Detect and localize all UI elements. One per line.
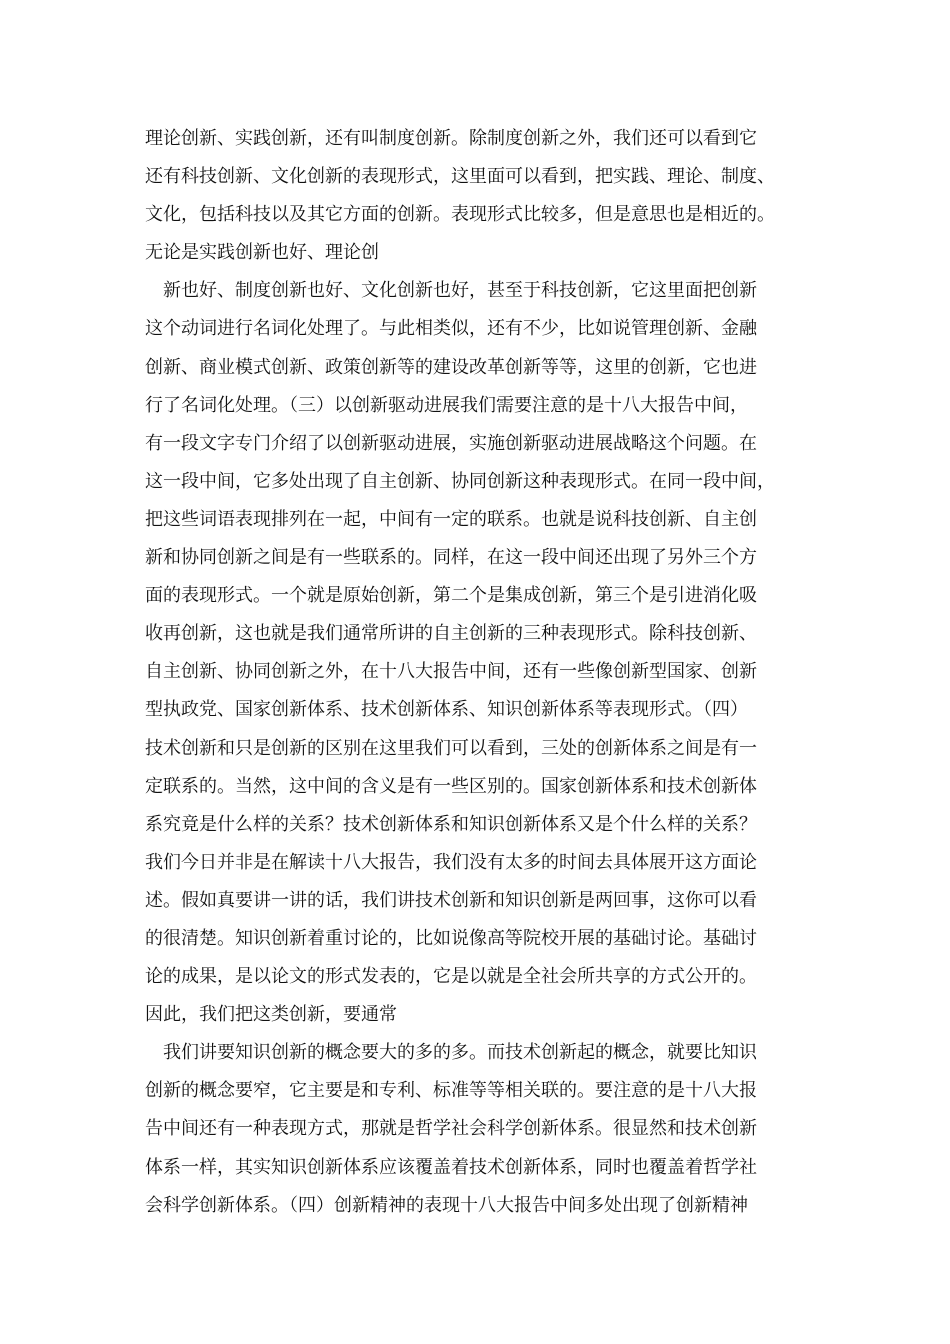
text-line: 理论创新、实践创新，还有叫制度创新。除制度创新之外，我们还可以看到它 — [145, 128, 757, 149]
text-line: 把这些词语表现排列在一起，中间有一定的联系。也就是说科技创新、自主创 — [145, 508, 757, 530]
text-line: 这一段中间，它多处出现了自主创新、协同创新这种表现形式。在同一段中间， — [145, 470, 775, 492]
text-line: 文化，包括科技以及其它方面的创新。表现形式比较多，但是意思也是相近的。 — [145, 204, 775, 226]
text-line: 创新、商业模式创新、政策创新等的建设改革创新等等，这里的创新，它也进 — [145, 356, 757, 378]
text-line: 型执政党、国家创新体系、技术创新体系、知识创新体系等表现形式。（四） — [145, 699, 748, 721]
text-line: 我们今日并非是在解读十八大报告，我们没有太多的时间去具体展开这方面论 — [145, 851, 757, 873]
text-line: 定联系的。当然，这中间的含义是有一些区别的。国家创新体系和技术创新体 — [145, 775, 757, 797]
text-line: 面的表现形式。一个就是原始创新，第二个是集成创新，第三个是引进消化吸 — [145, 585, 757, 607]
text-line: 会科学创新体系。（四）创新精神的表现十八大报告中间多处出现了创新精神 — [145, 1194, 748, 1216]
text-line: 技术创新和只是创新的区别在这里我们可以看到，三处的创新体系之间是有一 — [145, 737, 757, 759]
text-line: 述。假如真要讲一讲的话，我们讲技术创新和知识创新是两回事，这你可以看 — [145, 889, 757, 911]
text-line: 体系一样，其实知识创新体系应该覆盖着技术创新体系，同时也覆盖着哲学社 — [145, 1156, 757, 1178]
text-line: 创新的概念要窄，它主要是和专利、标准等等相关联的。要注意的是十八大报 — [145, 1080, 757, 1102]
body-text — [145, 120, 810, 1225]
text-line: 论的成果，是以论文的形式发表的，它是以就是全社会所共享的方式公开的。 — [145, 966, 757, 988]
text-line: 的很清楚。知识创新着重讨论的，比如说像高等院校开展的基础讨论。基础讨 — [145, 927, 757, 949]
text-line: 新也好、制度创新也好、文化创新也好，甚至于科技创新，它这里面把创新 — [163, 280, 757, 302]
text-line: 行了名词化处理。（三）以创新驱动进展我们需要注意的是十八大报告中间， — [145, 394, 748, 416]
text-line: 无论是实践创新也好、理论创 — [145, 242, 379, 264]
text-line: 系究竟是什么样的关系？技术创新体系和知识创新体系又是个什么样的关系？ — [145, 813, 757, 835]
text-line: 自主创新、协同创新之外，在十八大报告中间，还有一些像创新型国家、创新 — [145, 661, 757, 683]
text-line: 这个动词进行名词化处理了。与此相类似，还有不少，比如说管理创新、金融 — [145, 318, 757, 340]
text-line: 因此，我们把这类创新，要通常 — [145, 1004, 397, 1026]
text-line: 我们讲要知识创新的概念要大的多的多。而技术创新起的概念，就要比知识 — [163, 1042, 757, 1064]
text-line: 还有科技创新、文化创新的表现形式，这里面可以看到，把实践、理论、制度、 — [145, 166, 775, 188]
text-line: 告中间还有一种表现方式，那就是哲学社会科学创新体系。很显然和技术创新 — [145, 1118, 757, 1140]
text-line: 有一段文字专门介绍了以创新驱动进展，实施创新驱动进展战略这个问题。在 — [145, 432, 757, 454]
text-line: 新和协同创新之间是有一些联系的。同样，在这一段中间还出现了另外三个方 — [145, 547, 757, 569]
text-line: 收再创新，这也就是我们通常所讲的自主创新的三种表现形式。除科技创新、 — [145, 623, 757, 645]
